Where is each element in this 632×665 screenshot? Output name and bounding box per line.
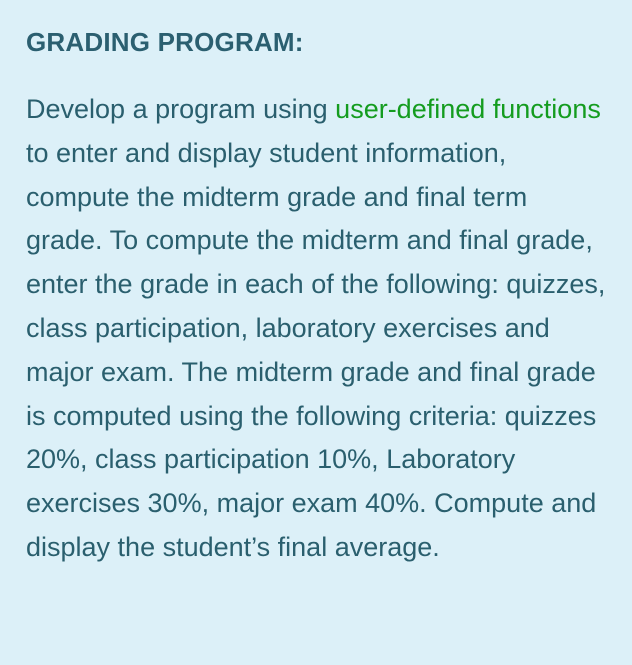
- highlighted-term: user-defined functions: [335, 94, 601, 124]
- instructions-paragraph: [26, 88, 606, 570]
- page-title: GRADING PROGRAM:: [26, 27, 304, 57]
- instructions-text-end: to enter and display student information, compute the midterm grade and final term grade. To compute the midterm and final grade, enter the grade in each of the following: quizzes, class participation, laboratory exercises and major exam. The midterm grade and final grade is computed using the following criteria: quizzes 20%, class participation 10%, Laboratory exercises 30%, major exam 40%. Compute and display the student’s final average.: [26, 137, 606, 562]
- instructions-text-start: Develop a program using: [26, 94, 336, 124]
